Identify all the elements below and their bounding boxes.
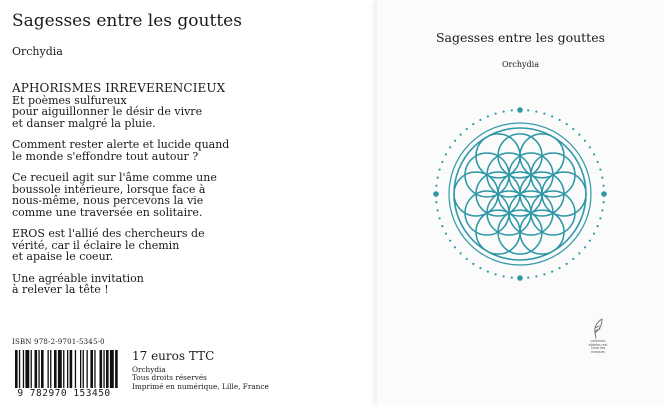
emblem-dot <box>535 275 537 277</box>
emblem-dot <box>535 111 537 113</box>
emblem-dot <box>601 209 603 211</box>
emblem-dot <box>597 161 599 163</box>
blurb-paragraph-1 <box>12 83 357 129</box>
publisher-line-rights: Tous droits réservés <box>132 373 207 383</box>
barcode-bar <box>67 350 68 390</box>
emblem-dot <box>572 128 574 130</box>
publisher-line-name: Orchydia <box>132 365 166 374</box>
back-cover-author: Orchydia <box>12 45 63 58</box>
emblem-dot <box>589 240 591 242</box>
blurb-paragraph-3: Ce recueil agit sur l'âme comme une boussole intérieure, lorsque face à nous-même, nous percevons la vie comme une traversée en solitaire. <box>12 171 217 219</box>
barcode-bar <box>90 350 93 390</box>
emblem-dot <box>597 225 599 227</box>
emblem-dot <box>566 263 568 265</box>
emblem-dot <box>439 217 441 219</box>
back-cover-title: Sagesses entre les gouttes <box>12 11 242 31</box>
blurb-paragraph-4: EROS est l'allié des chercheurs de vérité, car il éclaire le chemin et apaise le coeur. <box>12 227 205 263</box>
emblem-dot <box>584 246 586 248</box>
emblem-dot <box>441 225 443 227</box>
barcode-bar <box>106 350 109 390</box>
emblem-dot <box>589 146 591 148</box>
barcode-bar <box>70 350 73 390</box>
flower-of-life-emblem <box>407 81 633 307</box>
emblem-dot <box>487 115 489 117</box>
barcode-bar <box>100 350 103 390</box>
emblem-dot <box>437 209 439 211</box>
emblem-dot <box>527 276 529 278</box>
emblem-dot <box>602 201 604 203</box>
barcode-bar <box>54 350 57 390</box>
barcode <box>6 350 122 400</box>
emblem-dot <box>543 273 545 275</box>
publisher-info <box>132 366 269 391</box>
barcode-bar <box>19 350 20 390</box>
barcode-digits: 9 782970 153450 <box>6 388 122 399</box>
emblem-dot <box>479 119 481 121</box>
emblem-dot <box>441 161 443 163</box>
emblem-dot <box>454 246 456 248</box>
front-cover-author: Orchydia <box>502 60 539 69</box>
emblem-dot <box>566 123 568 125</box>
isbn-label: ISBN 978-2-9701-5345-0 <box>12 338 105 346</box>
barcode-bar <box>110 350 114 390</box>
emblem-dot <box>466 258 468 260</box>
blurb-paragraph-2: Comment rester alerte et lucide quand le monde s'effondre tout autour ? <box>12 138 230 163</box>
publisher-logo <box>585 318 611 368</box>
barcode-bar <box>41 350 44 390</box>
barcode-bar <box>58 350 62 390</box>
emblem-dot <box>599 217 601 219</box>
logo-line-1: collection <box>590 339 606 343</box>
front-cover <box>377 0 664 405</box>
emblem-dot <box>460 134 462 136</box>
emblem-dot <box>558 119 560 121</box>
emblem-dot <box>503 275 505 277</box>
emblem-dot <box>435 185 437 187</box>
emblem-dot <box>439 169 441 171</box>
emblem-dot <box>460 252 462 254</box>
barcode-bar <box>103 350 104 390</box>
blurb-paragraph-5: Une agréable invitation à relever la tête ! <box>12 271 144 296</box>
emblem-dot <box>487 271 489 273</box>
emblem-dot <box>479 267 481 269</box>
emblem-dot <box>593 232 595 234</box>
barcode-bar <box>50 350 51 390</box>
barcode-bar <box>38 350 39 390</box>
emblem-dot <box>584 140 586 142</box>
emblem-dot <box>551 271 553 273</box>
emblem-dot <box>472 123 474 125</box>
emblem-dot <box>578 252 580 254</box>
emblem-dot <box>449 146 451 148</box>
emblem-dot <box>602 185 604 187</box>
barcode-bar <box>83 350 84 390</box>
emblem-dot <box>445 232 447 234</box>
logo-text <box>585 340 611 354</box>
barcode-bar <box>80 350 81 390</box>
barcode-bar <box>35 350 38 390</box>
emblem-dot <box>551 115 553 117</box>
logo-line-3: luma des <box>590 346 606 351</box>
flower-of-life-pattern <box>454 134 586 254</box>
emblem-dot <box>572 258 574 260</box>
emblem-dot <box>454 140 456 142</box>
back-cover-blurb <box>12 83 357 306</box>
emblem-dot <box>511 109 513 111</box>
barcode-bar <box>75 350 76 390</box>
publisher-line-print: Imprimé en numérique, Lille, France <box>132 381 269 391</box>
emblem-dot <box>437 177 439 179</box>
emblem-cardinal-dot <box>517 107 523 113</box>
blurb-text-1: Et poèmes sulfureux pour aiguillonner le désir de vivre et danser malgré la pluie. <box>12 93 203 130</box>
barcode-bar <box>48 350 49 390</box>
emblem-dot <box>503 111 505 113</box>
barcode-bar <box>23 350 24 390</box>
emblem-dot <box>578 134 580 136</box>
emblem-dot <box>495 273 497 275</box>
quill-icon <box>591 318 605 340</box>
emblem-dot <box>527 109 529 111</box>
emblem-dot <box>435 201 437 203</box>
emblem-dot <box>466 128 468 130</box>
emblem-dot <box>472 263 474 265</box>
emblem-dot <box>543 113 545 115</box>
emblem-dot <box>593 153 595 155</box>
price: 17 euros TTC <box>132 349 215 363</box>
barcode-bar <box>31 350 32 390</box>
emblem-dot <box>558 267 560 269</box>
barcode-bar <box>15 350 18 390</box>
emblem-dot <box>601 177 603 179</box>
emblem-dot <box>445 153 447 155</box>
logo-line-2: allatéou est <box>588 342 608 347</box>
barcode-bar <box>115 350 118 390</box>
barcode-bar <box>94 350 95 390</box>
emblem-dot <box>495 113 497 115</box>
barcode-bars <box>6 350 122 390</box>
blurb-heading: APHORISMES IRREVERENCIEUX <box>12 81 226 95</box>
emblem-dot <box>511 276 513 278</box>
barcode-bar <box>25 350 29 390</box>
emblem-cardinal-dot <box>433 191 439 197</box>
emblem-dot <box>449 240 451 242</box>
front-cover-title: Sagesses entre les gouttes <box>435 30 606 45</box>
emblem-cardinal-dot <box>517 275 523 281</box>
barcode-bar <box>87 350 88 390</box>
emblem-cardinal-dot <box>601 191 607 197</box>
emblem-dot <box>599 169 601 171</box>
barcode-bar <box>63 350 64 390</box>
logo-line-4: marques <box>591 349 605 354</box>
